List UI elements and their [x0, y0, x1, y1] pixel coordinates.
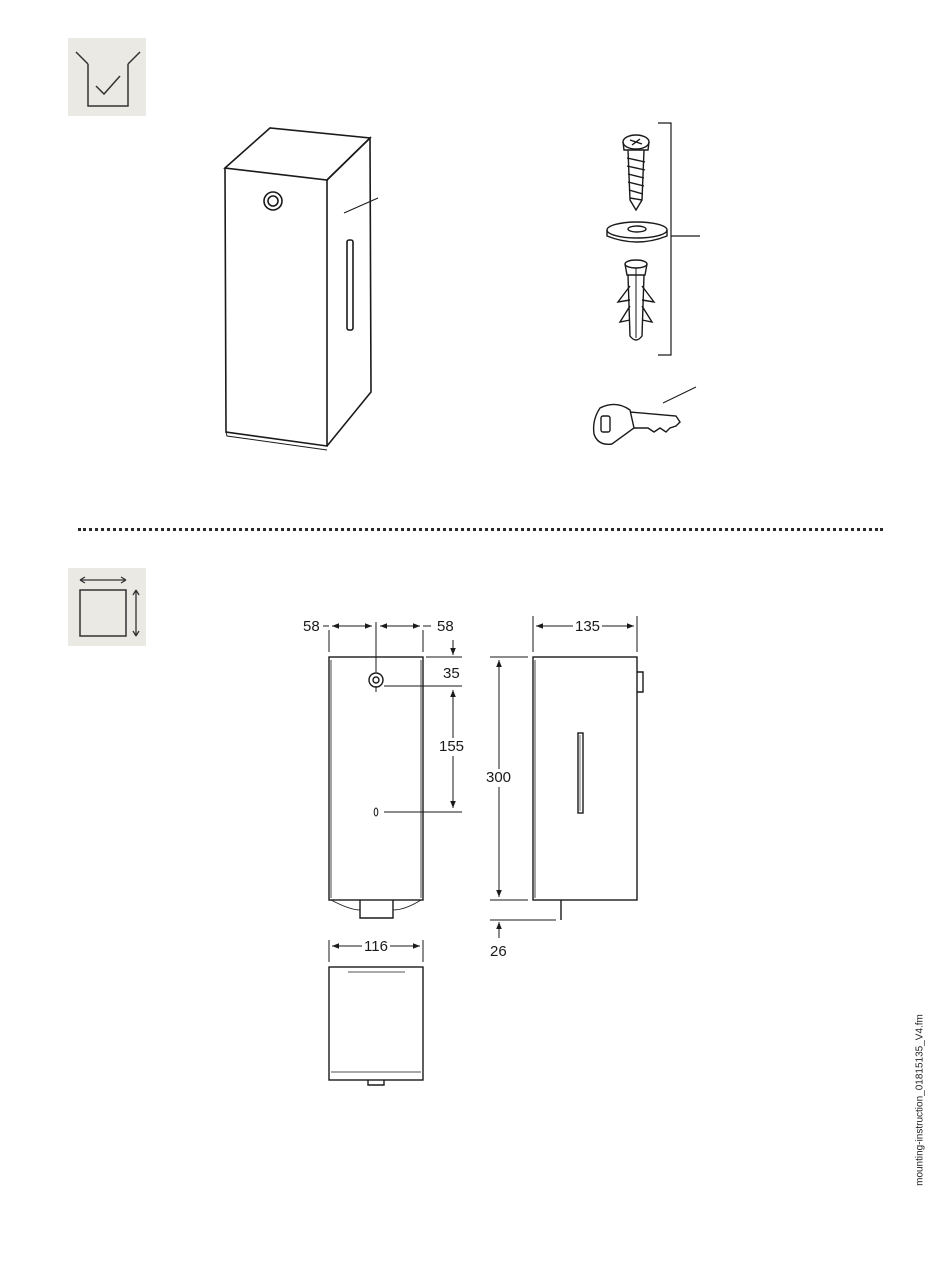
dim-width: 116	[364, 938, 388, 955]
dim-depth: 135	[575, 618, 601, 635]
dim-left-offset: 58	[303, 618, 320, 635]
front-view-dimensions	[323, 622, 465, 812]
bottom-view	[329, 967, 423, 1085]
footer-filename: mounting-instruction_01815135_V4.fm	[914, 1014, 926, 1186]
front-view	[329, 657, 423, 918]
dim-outlet-protrusion: 26	[490, 943, 507, 960]
dim-lock-to-outlet: 155	[439, 738, 465, 755]
dim-height: 300	[486, 769, 512, 786]
side-view	[533, 657, 643, 920]
dim-lock-from-top: 35	[443, 665, 460, 682]
dim-right-offset: 58	[437, 618, 454, 635]
side-view-dimensions	[490, 616, 637, 938]
